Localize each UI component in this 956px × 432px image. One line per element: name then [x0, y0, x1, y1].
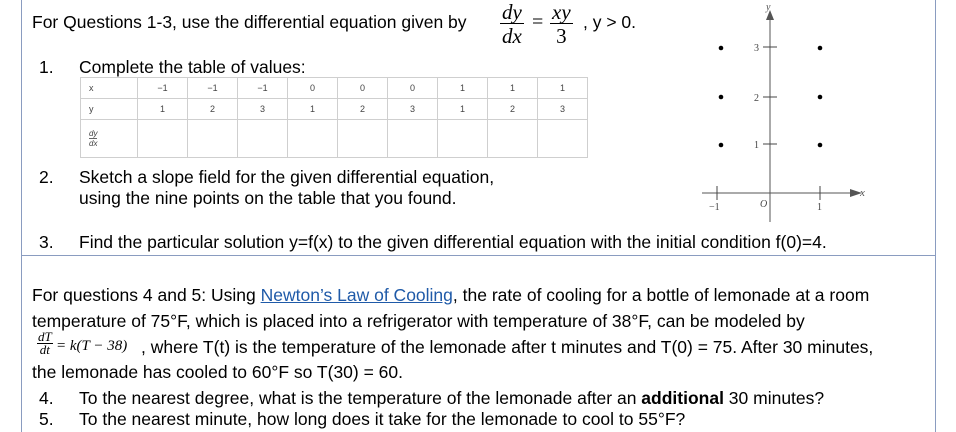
p2-line1: For questions 4 and 5: Using Newton’s Law of Cooling, the rate of cooling for a bottle of lemonade at a room — [32, 285, 870, 305]
table-cell-dydx[interactable] — [438, 120, 488, 158]
xy-over-3-fraction: $\frac{xy}{3}$ — [552, 0, 571, 48]
x-tick-label-1: 1 — [817, 202, 822, 213]
table-cell-x: −1 — [138, 78, 188, 99]
table-cell-dydx[interactable] — [388, 120, 438, 158]
x-tick-label-neg1: −1 — [709, 202, 720, 213]
table-cell-dydx[interactable] — [238, 120, 288, 158]
p2-line4: the lemonade has cooled to 60°F so T(30) = 60. — [32, 362, 404, 382]
dydx-den: dx — [89, 139, 98, 148]
dT-dt-fraction: $\frac{dT}{dt}$ — [38, 329, 52, 357]
table-row-y — [81, 99, 588, 120]
q4-number: 4. — [39, 388, 54, 408]
intro-text: For Questions 1-3, use the differential equation given by — [32, 12, 467, 32]
slope-field-graph — [700, 0, 880, 225]
table-cell-y: 2 — [188, 99, 238, 120]
field-point — [818, 46, 823, 51]
x-axis-label: x — [860, 187, 865, 199]
equals-sign: = — [532, 11, 544, 33]
table-cell-dydx[interactable] — [488, 120, 538, 158]
q5-text: To the nearest minute, how long does it take for the lemonade to cool to 55°F? — [79, 409, 686, 429]
field-point — [719, 95, 724, 100]
table-header-dydx — [81, 120, 138, 158]
y-tick-label-1: 1 — [754, 140, 759, 151]
y-tick-label-2: 2 — [754, 93, 759, 104]
q4-text: To the nearest degree, what is the temperature of the lemonade after an additional 30 minutes? — [79, 388, 825, 408]
table-cell-dydx[interactable] — [288, 120, 338, 158]
q5-number: 5. — [39, 409, 54, 429]
field-point — [818, 143, 823, 148]
p2-line3: , where T(t) is the temperature of the lemonade after t minutes and T(0) = 75. After 30 minutes, — [141, 337, 874, 357]
q2-text-line1: Sketch a slope field for the given differential equation, — [79, 167, 495, 187]
table-cell-y: 2 — [338, 99, 388, 120]
table-row-dydx — [81, 120, 588, 158]
table-cell-x: 0 — [388, 78, 438, 99]
origin-label: O — [760, 199, 768, 210]
field-point — [818, 95, 823, 100]
field-point — [719, 143, 724, 148]
table-cell-dydx[interactable] — [138, 120, 188, 158]
ode-rhs: = k(T − 38) — [56, 338, 128, 354]
dy-dx-fraction: $\frac{dy}{dx}$ — [502, 0, 522, 48]
q2-text-line2: using the nine points on the table that you found. — [79, 188, 457, 208]
dydx-num: dy — [89, 129, 98, 138]
table-cell-x: −1 — [238, 78, 288, 99]
table-cell-x: 1 — [488, 78, 538, 99]
table-cell-x: −1 — [188, 78, 238, 99]
field-point — [719, 46, 724, 51]
q1-text: Complete the table of values: — [79, 57, 306, 77]
table-cell-y: 3 — [388, 99, 438, 120]
table-cell-y: 3 — [238, 99, 288, 120]
table-cell-x: 1 — [438, 78, 488, 99]
table-cell-x: 0 — [338, 78, 388, 99]
table-cell-dydx[interactable] — [338, 120, 388, 158]
table-cell-x: 1 — [538, 78, 588, 99]
y-axis-label: y — [766, 2, 771, 13]
values-table — [80, 77, 588, 158]
table-cell-y: 1 — [138, 99, 188, 120]
table-header-y: y — [81, 99, 138, 120]
table-cell-dydx[interactable] — [538, 120, 588, 158]
q3-text: Find the particular solution y=f(x) to the given differential equation with the initial condition f(0)=4. — [79, 232, 827, 252]
y-tick-label-3: 3 — [754, 43, 759, 54]
q1-number: 1. — [39, 57, 54, 77]
newtons-law-link[interactable]: Newton’s Law of Cooling — [260, 285, 453, 305]
table-cell-x: 0 — [288, 78, 338, 99]
table-cell-y: 1 — [438, 99, 488, 120]
table-cell-dydx[interactable] — [188, 120, 238, 158]
table-cell-y: 3 — [538, 99, 588, 120]
q2-number: 2. — [39, 167, 54, 187]
intro-condition: , y > 0. — [583, 12, 637, 32]
table-cell-y: 2 — [488, 99, 538, 120]
table-row-x — [81, 78, 588, 99]
table-header-x: x — [81, 78, 138, 99]
table-cell-y: 1 — [288, 99, 338, 120]
q3-number: 3. — [39, 232, 54, 252]
p2-line2: temperature of 75°F, which is placed into a refrigerator with temperature of 38°F, can be modeled by — [32, 311, 805, 331]
